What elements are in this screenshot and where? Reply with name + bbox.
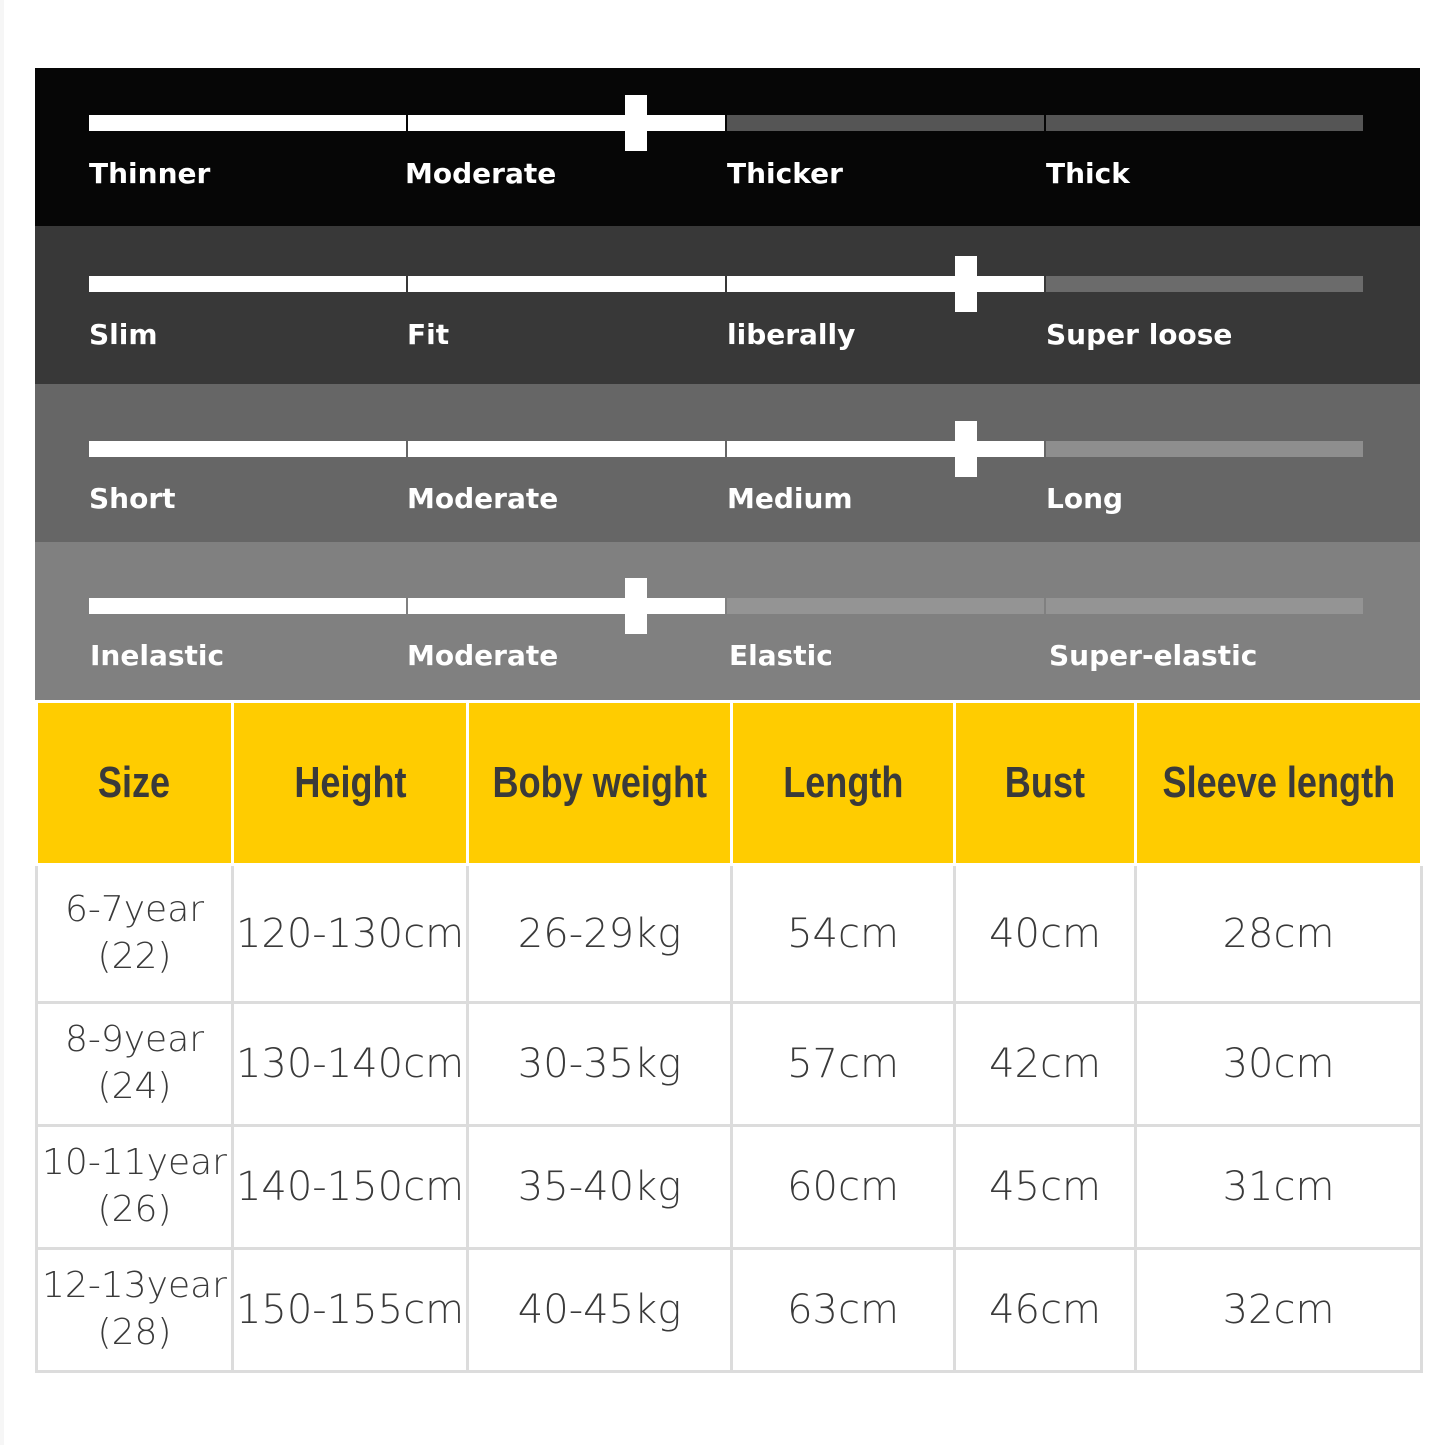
size-cell — [37, 865, 233, 1003]
scale-segment — [1046, 598, 1363, 614]
length-cell: 63cm — [732, 1249, 955, 1372]
size-age: 10-11year — [42, 1142, 227, 1184]
bust-cell: 42cm — [955, 1003, 1136, 1126]
scale-label: Short — [89, 482, 176, 515]
scale-label: Moderate — [405, 157, 557, 190]
scale-segment — [727, 598, 1044, 614]
weight-cell: 26-29kg — [468, 865, 732, 1003]
size-number: (24) — [97, 1066, 172, 1107]
column-header-sleeve: Sleeve length — [1136, 702, 1422, 865]
scale-segment — [1046, 276, 1363, 292]
elasticity-marker — [625, 578, 647, 634]
size-cell — [37, 1249, 233, 1372]
thickness-marker — [625, 95, 647, 151]
scale-label: Moderate — [407, 482, 559, 515]
height-cell: 120-130cm — [233, 865, 468, 1003]
scale-segment — [1046, 115, 1363, 131]
scale-segment — [89, 598, 406, 614]
bust-cell: 45cm — [955, 1126, 1136, 1249]
table-row — [37, 1126, 1422, 1249]
weight-cell: 35-40kg — [468, 1126, 732, 1249]
height-cell: 150-155cm — [233, 1249, 468, 1372]
length-marker — [955, 421, 977, 477]
scale-label: Thick — [1046, 157, 1130, 190]
size-chart-table — [35, 700, 1423, 1373]
sleeve-cell: 28cm — [1136, 865, 1422, 1003]
size-cell — [37, 1126, 233, 1249]
height-cell: 130-140cm — [233, 1003, 468, 1126]
thickness-track — [89, 115, 1363, 131]
scale-segment — [727, 115, 1044, 131]
table-row — [37, 1249, 1422, 1372]
sleeve-cell: 31cm — [1136, 1126, 1422, 1249]
table-row — [37, 1003, 1422, 1126]
fit-marker — [955, 256, 977, 312]
thickness-band — [35, 68, 1420, 226]
scale-segment — [89, 441, 406, 457]
size-number: (28) — [97, 1312, 172, 1353]
scale-segment — [408, 598, 725, 614]
scale-segment — [1046, 441, 1363, 457]
table-row — [37, 865, 1422, 1003]
header-row — [37, 702, 1422, 865]
column-header-length: Length — [732, 702, 955, 865]
weight-cell: 40-45kg — [468, 1249, 732, 1372]
length-track — [89, 441, 1363, 457]
bust-cell: 46cm — [955, 1249, 1136, 1372]
scale-label: Fit — [407, 318, 450, 351]
column-header-size: Size — [37, 702, 233, 865]
elasticity-band — [35, 542, 1420, 700]
scale-label: Long — [1046, 482, 1124, 515]
scale-segment — [727, 441, 1044, 457]
scale-segment — [408, 115, 725, 131]
weight-cell: 30-35kg — [468, 1003, 732, 1126]
column-header-height: Height — [233, 702, 468, 865]
scale-segment — [408, 276, 725, 292]
size-age: 8-9year — [64, 1019, 205, 1061]
length-cell: 60cm — [732, 1126, 955, 1249]
page — [4, 0, 1445, 1445]
column-header-weight: Boby weight — [468, 702, 732, 865]
fit-band — [35, 226, 1420, 384]
scale-label: Thinner — [89, 157, 211, 190]
size-age: 12-13year — [42, 1265, 227, 1307]
scale-label: Super-elastic — [1049, 639, 1258, 672]
length-band — [35, 384, 1420, 542]
scale-label: liberally — [727, 318, 856, 351]
scale-segment — [89, 276, 406, 292]
scale-label: Slim — [89, 318, 158, 351]
size-age: 6-7year — [64, 888, 205, 930]
size-cell — [37, 1003, 233, 1126]
scale-label: Moderate — [407, 639, 559, 672]
height-cell: 140-150cm — [233, 1126, 468, 1249]
scale-segment — [727, 276, 1044, 292]
size-number: (26) — [97, 1189, 172, 1230]
scale-label: Elastic — [729, 639, 833, 672]
scale-segment — [408, 441, 725, 457]
elasticity-track — [89, 598, 1363, 614]
scale-label: Super loose — [1046, 318, 1233, 351]
scale-label: Medium — [727, 482, 853, 515]
scale-label: Thicker — [727, 157, 843, 190]
sleeve-cell: 30cm — [1136, 1003, 1422, 1126]
size-number: (22) — [97, 935, 172, 977]
column-header-bust: Bust — [955, 702, 1136, 865]
length-cell: 57cm — [732, 1003, 955, 1126]
length-cell: 54cm — [732, 865, 955, 1003]
scale-segment — [89, 115, 406, 131]
scale-label: Inelastic — [90, 639, 225, 672]
sleeve-cell: 32cm — [1136, 1249, 1422, 1372]
bust-cell: 40cm — [955, 865, 1136, 1003]
fit-track — [89, 276, 1363, 292]
fabric-scales — [35, 68, 1420, 700]
